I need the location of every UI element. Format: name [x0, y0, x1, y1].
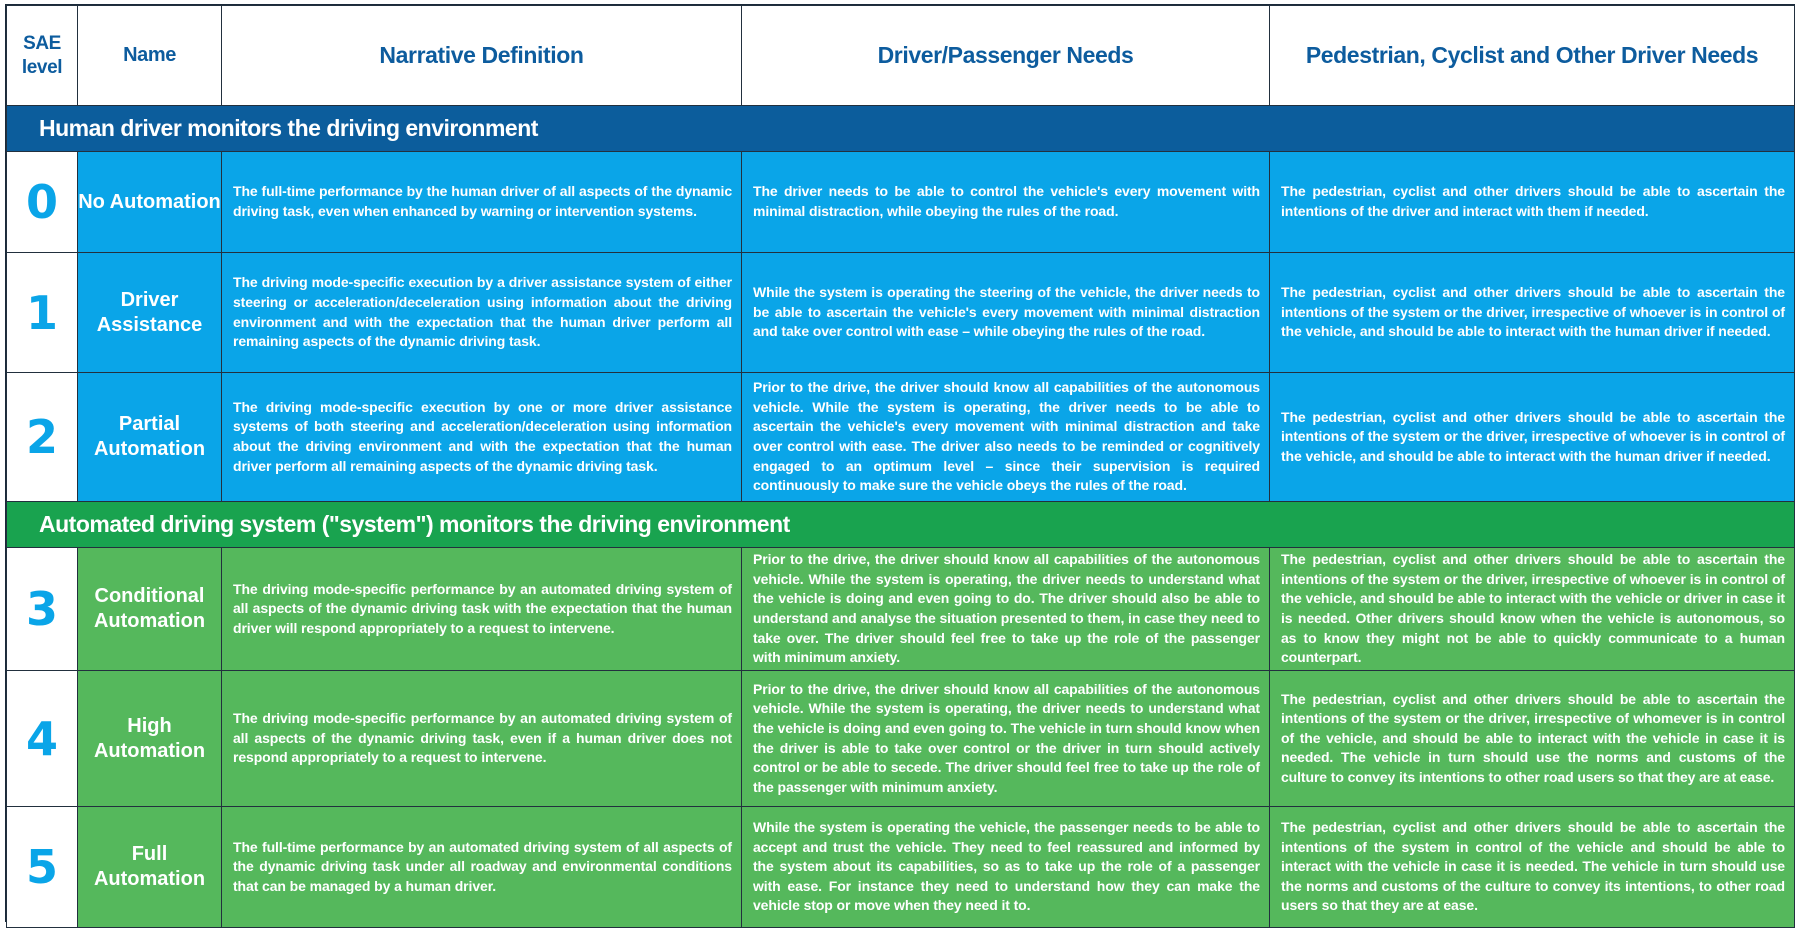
driver-passenger-needs: The driver needs to be able to control the vehicle's every movement with minimal distraction, while obeying the rules of the road. — [742, 152, 1270, 253]
header-name: Name — [78, 6, 222, 106]
section-system-monitors — [7, 502, 1795, 548]
level-name: High Automation — [78, 671, 222, 807]
other-road-user-needs: The pedestrian, cyclist and other drivers should be able to ascertain the intentions of the system or the driver, irrespective of whoever is in control of the vehicle, and should be able to interact with the human driver if needed. — [1270, 253, 1795, 373]
table-row-level-4 — [7, 671, 1795, 807]
header-narrative-definition: Narrative Definition — [222, 6, 742, 106]
other-road-user-needs: The pedestrian, cyclist and other drivers should be able to ascertain the intentions of the system or the driver, irrespective of whoever is in control of the vehicle, and should be able to interact with the human driver if needed. — [1270, 373, 1795, 502]
table-row-level-5 — [7, 807, 1795, 928]
narrative-definition: The driving mode-specific performance by an automated driving system of all aspects of the dynamic driving task with the expectation that the human driver will respond appropriately to a request to intervene. — [222, 548, 742, 671]
narrative-definition: The driving mode-specific execution by a driver assistance system of either steering or acceleration/deceleration using information about the driving environment and with the expectation that the human driver perform all remaining aspects of the dynamic driving task. — [222, 253, 742, 373]
table-row-level-1 — [7, 253, 1795, 373]
level-name: Full Automation — [78, 807, 222, 928]
header-row — [7, 6, 1795, 106]
driver-passenger-needs: Prior to the drive, the driver should know all capabilities of the autonomous vehicle. While the system is operating, the driver needs to be able to ascertain the vehicle's every movement with minimal distraction and take over control with ease. The driver also needs to be reminded or cognitively engaged to an optimum level – since their supervision is required continuously to make sure the vehicle obeys the rules of the road. — [742, 373, 1270, 502]
table-row-level-2 — [7, 373, 1795, 502]
driver-passenger-needs: Prior to the drive, the driver should know all capabilities of the autonomous vehicle. While the system is operating, the driver needs to understand what the vehicle is doing and even going to. The vehicle in turn should know when the driver is able to take over control or the driver in turn should actively control or be able to secede. The driver should feel free to take up the role of the passenger with minimum anxiety. — [742, 671, 1270, 807]
other-road-user-needs: The pedestrian, cyclist and other drivers should be able to ascertain the intentions of the system or the driver, irrespective of whomever is in control of the vehicle, and should be able to interact with the vehicle in case it is needed. The vehicle in turn should use the norms and customs of the culture to convey its intentions to other road users so that they are at ease. — [1270, 671, 1795, 807]
level-name: Conditional Automation — [78, 548, 222, 671]
driver-passenger-needs: While the system is operating the vehicle, the passenger needs to be able to accept and trust the vehicle. They need to feel reassured and informed by the system about its capabilities, so as to take up the role of a passenger with ease. For instance they need to understand how they can make the vehicle stop or move when they need it to. — [742, 807, 1270, 928]
driver-passenger-needs: Prior to the drive, the driver should know all capabilities of the autonomous vehicle. While the system is operating, the driver needs to understand what the vehicle is doing and even going to do. The driver should also be able to understand and analyse the situation presented to them, in case they need to take over. The driver should feel free to take up the role of the passenger with minimum anxiety. — [742, 548, 1270, 671]
level-name: Partial Automation — [78, 373, 222, 502]
header-sae-level: SAE level — [7, 6, 78, 106]
sae-level-number: 0 — [7, 152, 78, 253]
section-title-human: Human driver monitors the driving environment — [7, 106, 1795, 152]
other-road-user-needs: The pedestrian, cyclist and other drivers should be able to ascertain the intentions of the driver and interact with them if needed. — [1270, 152, 1795, 253]
narrative-definition: The full-time performance by an automated driving system of all aspects of the dynamic driving task under all roadway and environmental conditions that can be managed by a human driver. — [222, 807, 742, 928]
driver-passenger-needs: While the system is operating the steering of the vehicle, the driver needs to be able to ascertain the vehicle's every movement with minimal distraction and take over control with ease – while obeying the rules of the road. — [742, 253, 1270, 373]
level-name: No Automation — [78, 152, 222, 253]
narrative-definition: The full-time performance by the human driver of all aspects of the dynamic driving task, even when enhanced by warning or intervention systems. — [222, 152, 742, 253]
level-name: Driver Assistance — [78, 253, 222, 373]
section-human-monitors — [7, 106, 1795, 152]
sae-level-number: 1 — [7, 253, 78, 373]
sae-level-number: 4 — [7, 671, 78, 807]
narrative-definition: The driving mode-specific execution by one or more driver assistance systems of both steering and acceleration/deceleration using information about the driving environment and with the expectation that the human driver perform all remaining aspects of the dynamic driving task. — [222, 373, 742, 502]
other-road-user-needs: The pedestrian, cyclist and other drivers should be able to ascertain the intentions of the system in control of the vehicle and should be able to interact with the vehicle in case it is needed. The vehicle in turn should use the norms and customs of the culture to convey its intentions, to other road users so that they are at ease. — [1270, 807, 1795, 928]
header-other-road-user-needs: Pedestrian, Cyclist and Other Driver Needs — [1270, 6, 1795, 106]
other-road-user-needs: The pedestrian, cyclist and other drivers should be able to ascertain the intentions of the system or the driver, irrespective of whoever is in control of the vehicle, and should be able to interact with the vehicle or driver in case it is needed. Other drivers should know when the vehicle is autonomous, so as to know they might not be able to quickly communicate to a human counterpart. — [1270, 548, 1795, 671]
sae-levels-table — [6, 5, 1795, 928]
table-row-level-0 — [7, 152, 1795, 253]
table-row-level-3 — [7, 548, 1795, 671]
sae-levels-table-frame — [5, 4, 1795, 922]
sae-level-number: 3 — [7, 548, 78, 671]
section-title-system: Automated driving system ("system") monitors the driving environment — [7, 502, 1795, 548]
narrative-definition: The driving mode-specific performance by an automated driving system of all aspects of the dynamic driving task, even if a human driver does not respond appropriately to a request to intervene. — [222, 671, 742, 807]
header-driver-passenger-needs: Driver/Passenger Needs — [742, 6, 1270, 106]
sae-level-number: 5 — [7, 807, 78, 928]
sae-level-number: 2 — [7, 373, 78, 502]
